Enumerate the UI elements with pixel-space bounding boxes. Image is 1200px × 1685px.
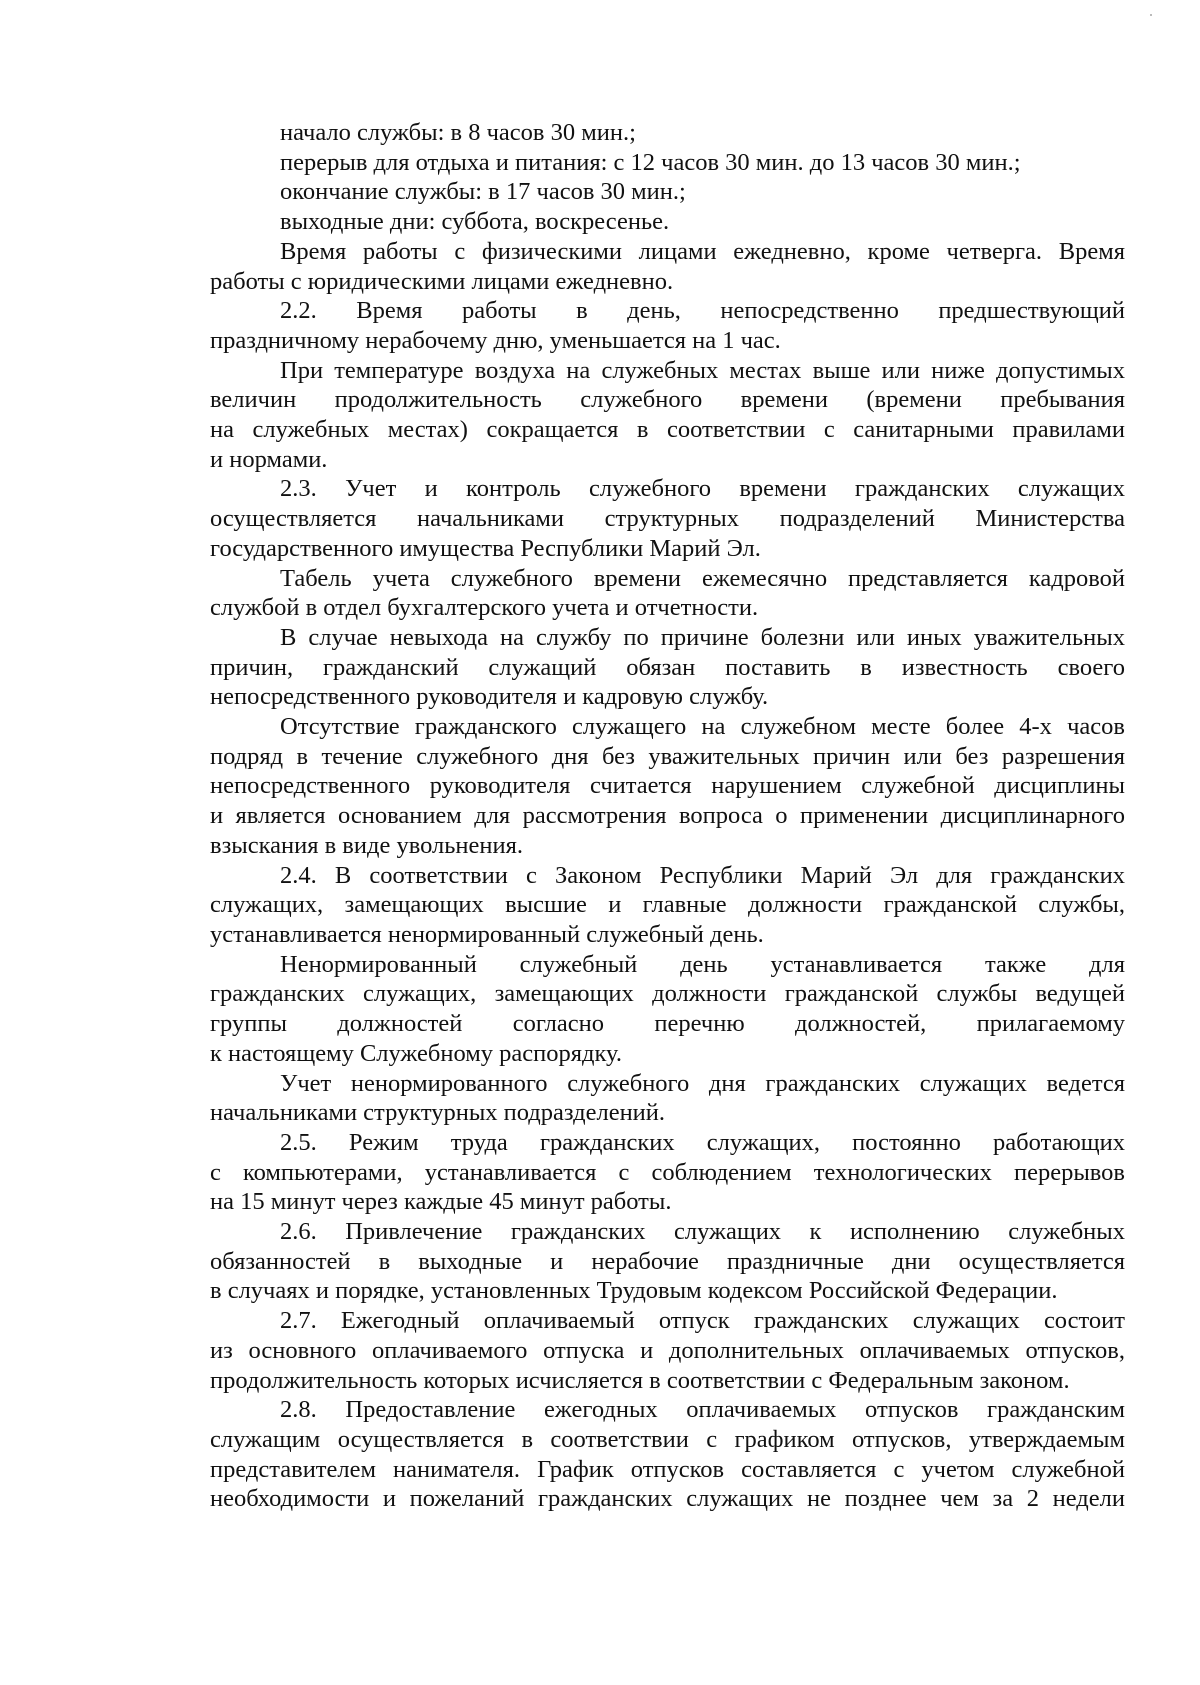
text-line: В случае невыхода на службу по причине болезни или иных уважительных (280, 623, 1125, 651)
text-line: непосредственного руководителя считается нарушением служебной дисциплины (210, 772, 1125, 800)
text-line: работы с юридическими лицами ежедневно. (210, 267, 674, 295)
text-line: начало службы: в 8 часов 30 мин.; (280, 119, 636, 146)
text-line: гражданских служащих, замещающих должности гражданской службы ведущей (210, 980, 1125, 1008)
text-line: окончание службы: в 17 часов 30 мин.; (280, 178, 686, 206)
text-line: 2.5. Режим труда гражданских служащих, постоянно работающих (280, 1128, 1125, 1156)
text-line: выходные дни: суббота, воскресенье. (280, 208, 670, 236)
paragraph (210, 474, 1125, 563)
text-line: Табель учета служебного времени ежемесячно представляется кадровой (280, 564, 1125, 592)
paragraph (210, 712, 1125, 861)
text-line: причин, гражданский служащий обязан поставить в известность своего (210, 653, 1125, 681)
text-line: Учет ненормированного служебного дня гражданских служащих ведется (280, 1069, 1125, 1097)
text-line: службой в отдел бухгалтерского учета и отчетности. (210, 594, 759, 622)
paragraph (210, 1395, 1125, 1514)
text-line: При температуре воздуха на служебных местах выше или ниже допустимых (280, 356, 1125, 384)
text-line: 2.7. Ежегодный оплачиваемый отпуск гражданских служащих состоит (280, 1307, 1125, 1335)
text-line: осуществляется начальниками структурных подразделений Министерства (210, 505, 1125, 533)
paragraph (210, 1128, 1125, 1217)
text-line: из основного оплачиваемого отпуска и дополнительных оплачиваемых отпусков, (210, 1336, 1125, 1364)
text-line: 2.2. Время работы в день, непосредственно предшествующий (280, 297, 1125, 325)
paragraph (210, 564, 1125, 623)
text-line: взыскания в виде увольнения. (210, 831, 524, 859)
text-line: 2.8. Предоставление ежегодных оплачиваемых отпусков гражданским (280, 1396, 1125, 1424)
text-line: и нормами. (210, 445, 328, 473)
paragraph (210, 177, 1125, 207)
paragraph (210, 207, 1125, 237)
text-line: 2.4. В соответствии с Законом Республики Марий Эл для гражданских (280, 861, 1125, 889)
text-line: перерыв для отдыха и питания: с 12 часов 30 мин. до 13 часов 30 мин.; (280, 148, 1021, 176)
text-line: в случаях и порядке, установленных Трудовым кодексом Российской Федерации. (210, 1277, 1058, 1305)
text-line: устанавливается ненормированный служебный день. (210, 920, 764, 948)
text-line: к настоящему Служебному распорядку. (210, 1039, 622, 1067)
paragraph (210, 950, 1125, 1069)
text-line: служащих, замещающих высшие и главные должности гражданской службы, (210, 891, 1125, 919)
paragraph (210, 861, 1125, 950)
text-line: праздничному нерабочему дню, уменьшается на 1 час. (210, 326, 781, 354)
text-line: продолжительность которых исчисляется в соответствии с Федеральным законом. (210, 1366, 1070, 1394)
paragraph (210, 356, 1125, 475)
paragraph (210, 1306, 1125, 1395)
text-line: представителем нанимателя. График отпусков составляется с учетом служебной (210, 1455, 1125, 1483)
text-line: Отсутствие гражданского служащего на служебном месте более 4-х часов (280, 713, 1125, 741)
text-line: служащим осуществляется в соответствии с графиком отпусков, утверждаемым (210, 1425, 1125, 1453)
paragraph (210, 296, 1125, 355)
text-line: на служебных местах) сокращается в соответствии с санитарными правилами (210, 416, 1125, 444)
text-line: 2.3. Учет и контроль служебного времени гражданских служащих (280, 475, 1125, 503)
text-line: и является основанием для рассмотрения вопроса о применении дисциплинарного (210, 802, 1125, 830)
text-line: начальниками структурных подразделений. (210, 1099, 666, 1127)
text-line: 2.6. Привлечение гражданских служащих к исполнению служебных (280, 1218, 1125, 1246)
text-line: государственного имущества Республики Марий Эл. (210, 534, 761, 562)
scan-speck (1150, 14, 1152, 16)
text-line: обязанностей в выходные и нерабочие праздничные дни осуществляется (210, 1247, 1125, 1275)
text-line: величин продолжительность служебного времени (времени пребывания (210, 386, 1125, 414)
paragraph (210, 237, 1125, 296)
text-line: Ненормированный служебный день устанавливается также для (280, 950, 1125, 978)
paragraph (210, 118, 1125, 148)
text-line: группы должностей согласно перечню должностей, прилагаемому (210, 1010, 1125, 1038)
paragraph (210, 1069, 1125, 1128)
paragraph (210, 623, 1125, 712)
text-line: Время работы с физическими лицами ежедневно, кроме четверга. Время (280, 237, 1125, 265)
text-line: подряд в течение служебного дня без уважительных причин или без разрешения (210, 742, 1125, 770)
document-body (210, 118, 1125, 1514)
text-line: на 15 минут через каждые 45 минут работы. (210, 1188, 672, 1216)
paragraph (210, 1217, 1125, 1306)
text-line: с компьютерами, устанавливается с соблюдением технологических перерывов (210, 1158, 1125, 1186)
text-line: непосредственного руководителя и кадровую службу. (210, 683, 769, 711)
paragraph (210, 148, 1125, 178)
text-line: необходимости и пожеланий гражданских служащих не позднее чем за 2 недели (210, 1485, 1125, 1513)
